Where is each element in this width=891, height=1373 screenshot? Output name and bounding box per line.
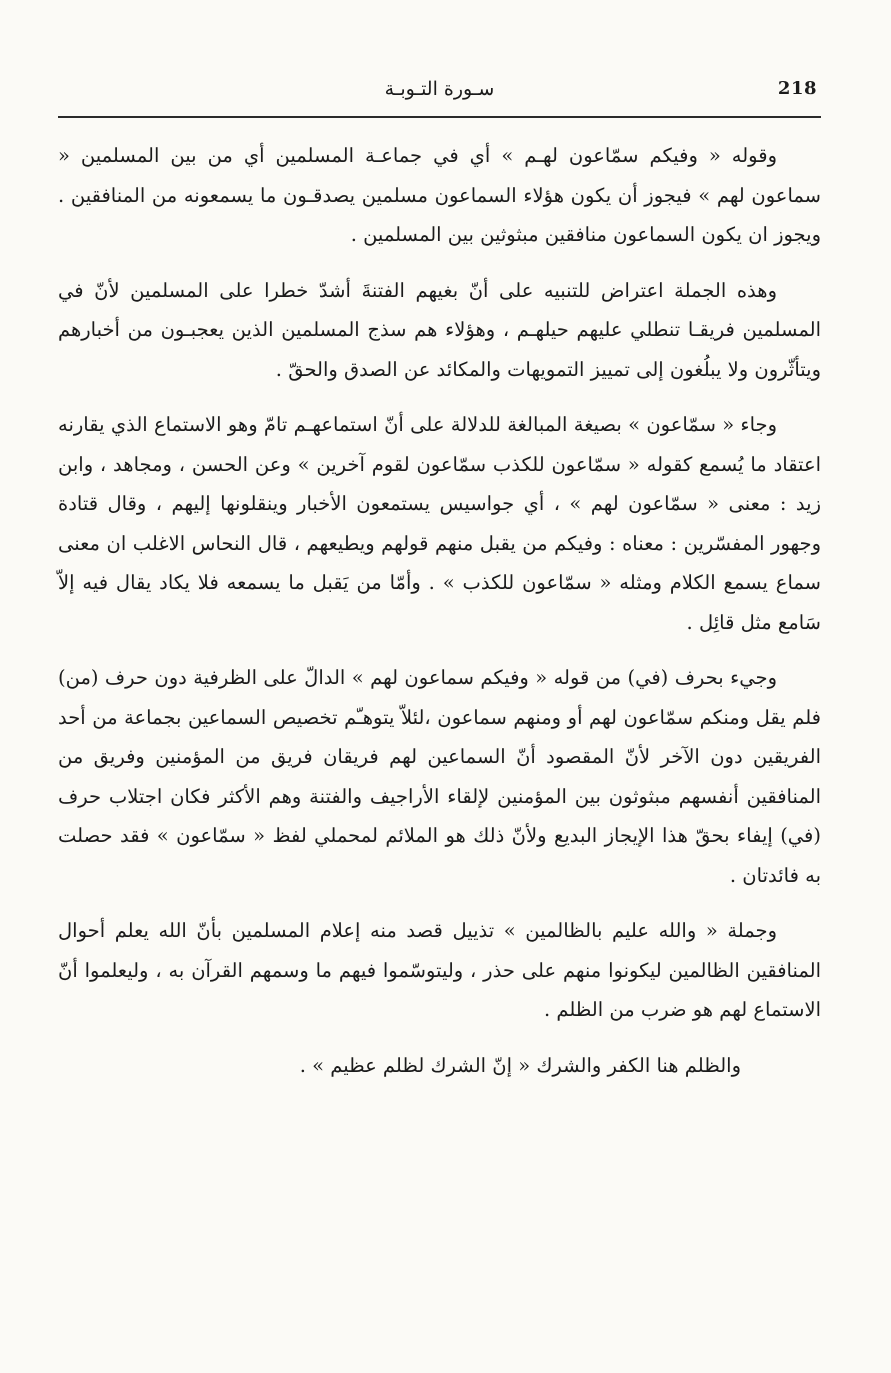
paragraph-intensive-form: وجاء « سمّاعون » بصيغة المبالغة للدلالة على أنّ استماعهـم تامّ وهو الاستماع الذي يقارنه اعتقاد ما يُسمع كقوله « سمّاعون للكذب سمّاعون لقوم آخرين » وعن الحسن ، ومجاهد ، وابن زيد : معنى « سمّاعون لهم » ، أي جواسيس يستمعون الأخبار وينقلونها إليهم ، وقال قتادة وجهور المفسّرين : معناه : وفيكم من يقبل منهم قولهم ويطيعهم ، قال النحاس الاغلب ان معنى سماع يسمع الكلام ومثله « سمّاعون للكذب » . وأمّا من يَقبل ما يسمعه فلا يكاد يقال فيه إلاّ سَامع مثل قائِل . (58, 413, 821, 634)
page-number: 218 (777, 78, 817, 99)
paragraph-parenthetical-warning: وهذه الجملة اعتراض للتنبيه على أنّ بغيهم الفتنةَ أشدّ خطرا على المسلمين لأنّ في المسلمين فريقـا تنطلي عليهم حيلهـم ، وهؤلاء هم سذج المسلمين الذين يعجبـون من أخبارهم ويتأثّرون ولا يبلُغون إلى تمييز التمويهات والمكائد عن الصدق والحقّ . (58, 278, 821, 381)
surah-title: سـورة التـوبـة (384, 78, 495, 100)
paragraph-zulm-shirk: والظلم هنا الكفر والشرك « إنّ الشرك لظلم عظيم » . (299, 1053, 741, 1077)
paragraph-sammaun-meaning: وقوله « وفيكم سمّاعون لهـم » أي في جماعـة المسلمين أي من بين المسلمين « سماعون لهم » فيجوز أن يكون هؤلاء السماعون مسلمين يصدقـون ما يسمعونه من المنافقين . ويجوز ان يكون السماعون منافقين مبثوثين بين المسلمين . (58, 144, 821, 246)
paragraph-preposition-fi: وجيء بحرف (في) من قوله « وفيكم سماعون لهم » الدالّ على الظرفية دون حرف (من) فلم يقل ومنكم سمّاعون لهم أو ومنهم سماعون ،لئلاّ يتوهـّم تخصيص السماعين بجماعة من أحد الفريقين دون الآخر لأنّ المقصود أنّ السماعين لهم فريقان فريق من المؤمنين وفريق من المنافقين أنفسهم مبثوثون بين المؤمنين لإلقاء الأراجيف والفتنة وهم الأكثر فكان اجتلاب حرف (في) إيفاء بحقّ هذا الإيجاز البديع ولأنّ ذلك هو الملائم لمحملي لفظ « سمّاعون » فقد حصلت به فائدتان . (58, 666, 821, 887)
body-text (58, 136, 821, 1085)
paragraph-closing-clause: وجملة « والله عليم بالظالمين » تذييل قصد منه إعلام المسلمين بأنّ الله يعلم أحوال المنافقين الظالمين ليكونوا منهم على حذر ، وليتوسّموا فيهم ما وسمهم القرآن به ، وليعلموا أنّ الاستماع لهم هو ضرب من الظلم . (58, 919, 821, 1021)
running-header (58, 76, 821, 118)
